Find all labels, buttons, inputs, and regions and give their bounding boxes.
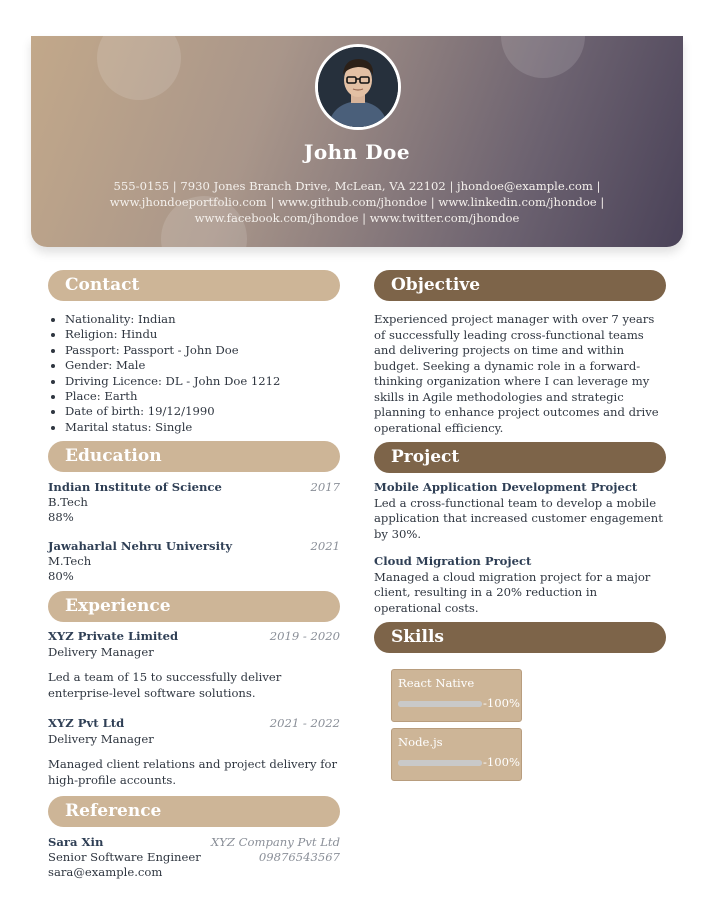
score: 88% <box>48 510 74 524</box>
job-role: Delivery Manager <box>48 645 154 659</box>
reference-name: Sara Xin <box>48 835 104 849</box>
reference-entry <box>48 835 340 879</box>
company-name: XYZ Private Limited <box>48 629 179 643</box>
job-role: Delivery Manager <box>48 732 154 746</box>
skill-level-label: -100% <box>483 696 521 710</box>
skill-level-label: -100% <box>483 755 521 769</box>
experience-entry <box>48 629 340 701</box>
skill-name: Node.js <box>398 735 443 749</box>
job-description: Led a team of 15 to successfully deliver enterprise-level software solutions. <box>48 670 282 700</box>
skill-progress-track <box>398 701 482 707</box>
school-name: Jawaharlal Nehru University <box>48 539 233 553</box>
project-entry <box>374 554 664 616</box>
skill-card <box>391 728 522 781</box>
education-year: 2021 <box>310 539 340 553</box>
list-item: • Marital status: Single <box>65 420 280 435</box>
profile-header <box>31 36 683 247</box>
reference-phone: 09876543567 <box>258 850 340 864</box>
list-item: • Nationality: Indian <box>65 312 280 327</box>
skill-progress-fill <box>398 760 482 766</box>
skills-heading: Skills <box>374 622 666 653</box>
contact-info-list <box>48 312 280 435</box>
project-description: Led a cross-functional team to develop a mobile application that increased customer engagement by 30%. <box>374 495 663 541</box>
list-item: • Date of birth: 19/12/1990 <box>65 404 280 419</box>
degree: M.Tech <box>48 554 92 568</box>
decor-bubble <box>501 36 585 78</box>
school-name: Indian Institute of Science <box>48 480 222 494</box>
project-description: Managed a cloud migration project for a major client, resulting in a 20% reduction in operational costs. <box>374 569 651 615</box>
degree: B.Tech <box>48 495 88 509</box>
avatar <box>315 44 401 130</box>
objective-text: Experienced project manager with over 7 years of successfully leading cross-functional teams and delivering projects on time and within budget. Seeking a dynamic role in a forward-thinking organization where I can leverage my skills in Agile methodologies and strategic planning to enhance project outcomes and drive operational efficiency. <box>374 312 659 435</box>
experience-entry <box>48 716 340 788</box>
education-entry <box>48 480 340 528</box>
list-item: • Passport: Passport - John Doe <box>65 343 280 358</box>
experience-dates: 2019 - 2020 <box>269 629 340 643</box>
contact-line: 555-0155 | 7930 Jones Branch Drive, McLean, VA 22102 | jhondoe@example.com | www.jhondoeportfolio.com | www.github.com/jhondoe | www.linkedin.com/jhondoe | www.facebook.com/jhondoe | www.twitter.com/jhondoe <box>109 179 605 225</box>
skill-progress-fill <box>398 701 482 707</box>
experience-dates: 2021 - 2022 <box>269 716 340 730</box>
list-item: • Place: Earth <box>65 389 280 404</box>
skill-name: React Native <box>398 676 475 690</box>
project-name: Mobile Application Development Project <box>374 480 638 494</box>
skill-card <box>391 669 522 722</box>
education-year: 2017 <box>310 480 340 494</box>
education-entry <box>48 539 340 587</box>
contact-heading: Contact <box>48 270 340 301</box>
project-name: Cloud Migration Project <box>374 554 532 568</box>
reference-company: XYZ Company Pvt Ltd <box>210 835 340 849</box>
list-item: • Gender: Male <box>65 358 280 373</box>
avatar-photo-icon <box>318 47 398 127</box>
decor-bubble <box>97 36 181 100</box>
project-heading: Project <box>374 442 666 473</box>
objective-heading: Objective <box>374 270 666 301</box>
profile-name: John Doe <box>303 140 411 164</box>
project-entry <box>374 480 664 542</box>
reference-heading: Reference <box>48 796 340 827</box>
reference-role: Senior Software Engineer <box>48 850 201 864</box>
list-item: • Driving Licence: DL - John Doe 1212 <box>65 374 280 389</box>
score: 80% <box>48 569 74 583</box>
skill-progress-track <box>398 760 482 766</box>
list-item: • Religion: Hindu <box>65 327 280 342</box>
experience-heading: Experience <box>48 591 340 622</box>
reference-email: sara@example.com <box>48 865 163 879</box>
company-name: XYZ Pvt Ltd <box>48 716 125 730</box>
job-description: Managed client relations and project delivery for high-profile accounts. <box>48 757 338 787</box>
education-heading: Education <box>48 441 340 472</box>
